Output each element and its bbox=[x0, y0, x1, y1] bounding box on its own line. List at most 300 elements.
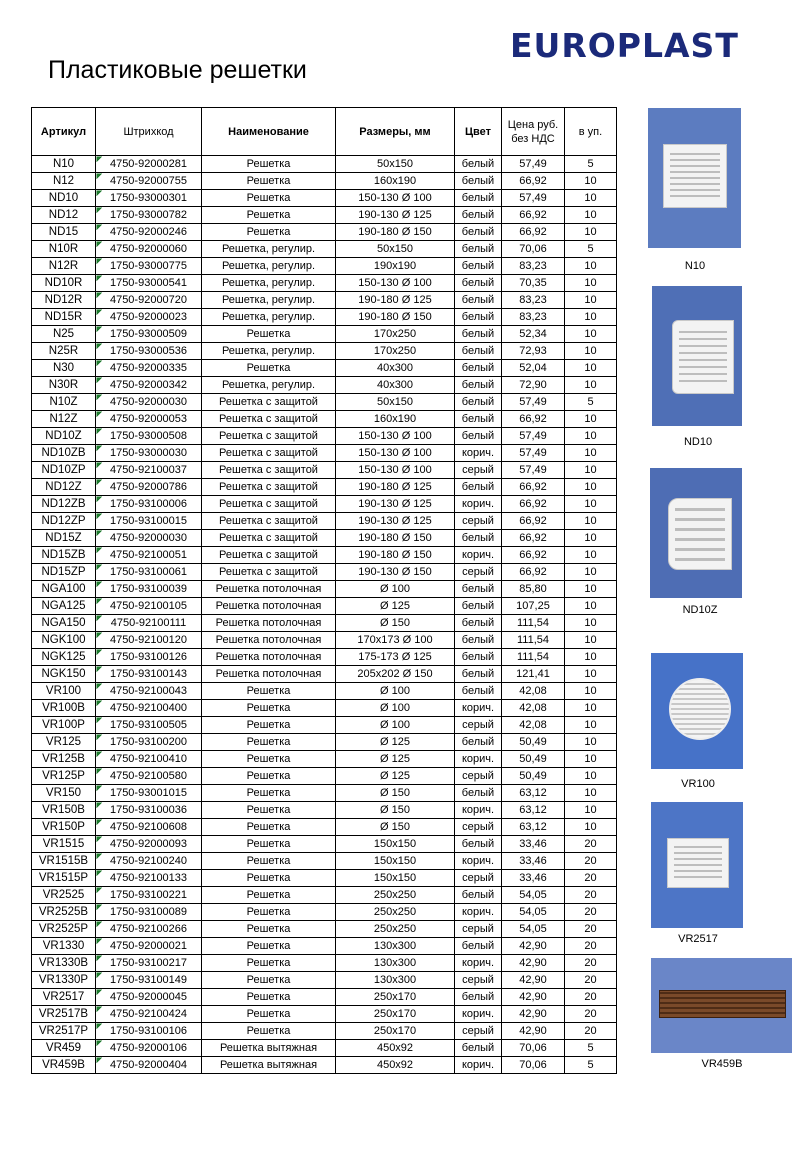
table-row bbox=[32, 513, 617, 530]
cell-color: белый bbox=[455, 309, 502, 326]
cell-name: Решетка bbox=[202, 870, 336, 887]
cell-pack: 10 bbox=[565, 479, 617, 496]
table-row bbox=[32, 955, 617, 972]
cell-pack: 10 bbox=[565, 411, 617, 428]
cell-barcode: 4750-92000093 bbox=[96, 836, 202, 853]
cell-pack: 10 bbox=[565, 547, 617, 564]
table-row bbox=[32, 649, 617, 666]
cell-color: серый bbox=[455, 564, 502, 581]
cell-barcode: 4750-92100410 bbox=[96, 751, 202, 768]
cell-price: 85,80 bbox=[502, 581, 565, 598]
table-row bbox=[32, 615, 617, 632]
cell-pack: 10 bbox=[565, 343, 617, 360]
cell-pack: 10 bbox=[565, 207, 617, 224]
cell-size: Ø 150 bbox=[336, 615, 455, 632]
cell-name: Решетка bbox=[202, 683, 336, 700]
cell-color: белый bbox=[455, 683, 502, 700]
cell-name: Решетка bbox=[202, 938, 336, 955]
cell-color: белый bbox=[455, 530, 502, 547]
table-row bbox=[32, 224, 617, 241]
cell-pack: 10 bbox=[565, 190, 617, 207]
photo-vr2517 bbox=[651, 802, 743, 928]
rect-grille-photo-icon bbox=[667, 838, 729, 888]
cell-name: Решетка bbox=[202, 904, 336, 921]
cell-color: белый bbox=[455, 887, 502, 904]
cell-color: серый bbox=[455, 921, 502, 938]
cell-name: Решетка с защитой bbox=[202, 564, 336, 581]
cell-color: корич. bbox=[455, 1057, 502, 1074]
cell-barcode: 1750-93000541 bbox=[96, 275, 202, 292]
cell-pack: 10 bbox=[565, 768, 617, 785]
cell-article: VR125 bbox=[32, 734, 96, 751]
cell-price: 50,49 bbox=[502, 734, 565, 751]
photo-caption: N10 bbox=[684, 260, 706, 272]
cell-barcode: 1750-93000508 bbox=[96, 428, 202, 445]
table-row bbox=[32, 394, 617, 411]
cell-pack: 10 bbox=[565, 462, 617, 479]
cell-price: 66,92 bbox=[502, 224, 565, 241]
cell-barcode: 4750-92000030 bbox=[96, 394, 202, 411]
cell-color: белый bbox=[455, 258, 502, 275]
col-header-article: Артикул bbox=[32, 108, 96, 156]
table-row bbox=[32, 802, 617, 819]
cell-pack: 10 bbox=[565, 224, 617, 241]
cell-name: Решетка с защитой bbox=[202, 547, 336, 564]
cell-price: 66,92 bbox=[502, 207, 565, 224]
cell-price: 42,08 bbox=[502, 683, 565, 700]
photo-caption: ND10 bbox=[683, 436, 713, 448]
cell-pack: 10 bbox=[565, 309, 617, 326]
cell-barcode: 4750-92100037 bbox=[96, 462, 202, 479]
cell-size: Ø 125 bbox=[336, 768, 455, 785]
cell-price: 66,92 bbox=[502, 173, 565, 190]
photo-n10 bbox=[648, 108, 741, 248]
cell-size: 190-130 Ø 125 bbox=[336, 207, 455, 224]
table-row bbox=[32, 496, 617, 513]
cell-price: 57,49 bbox=[502, 394, 565, 411]
cell-pack: 5 bbox=[565, 394, 617, 411]
cell-size: 150-130 Ø 100 bbox=[336, 275, 455, 292]
cell-article: ND10ZB bbox=[32, 445, 96, 462]
cell-pack: 10 bbox=[565, 275, 617, 292]
cell-article: VR2525B bbox=[32, 904, 96, 921]
round-duct-grille-photo-icon bbox=[672, 320, 734, 394]
photo-vr459b bbox=[651, 958, 792, 1053]
cell-name: Решетка bbox=[202, 836, 336, 853]
cell-name: Решетка с защитой bbox=[202, 428, 336, 445]
cell-pack: 10 bbox=[565, 632, 617, 649]
cell-size: 170x173 Ø 100 bbox=[336, 632, 455, 649]
col-header-barcode: Штрихкод bbox=[96, 108, 202, 156]
cell-size: 160x190 bbox=[336, 173, 455, 190]
table-row bbox=[32, 326, 617, 343]
cell-price: 54,05 bbox=[502, 887, 565, 904]
cell-article: VR459B bbox=[32, 1057, 96, 1074]
table-row bbox=[32, 275, 617, 292]
cell-barcode: 4750-92000030 bbox=[96, 530, 202, 547]
cell-color: белый bbox=[455, 1040, 502, 1057]
cell-size: 250x250 bbox=[336, 904, 455, 921]
cell-size: 190-130 Ø 125 bbox=[336, 496, 455, 513]
cell-size: Ø 150 bbox=[336, 819, 455, 836]
cell-article: VR1330P bbox=[32, 972, 96, 989]
cell-article: ND15ZB bbox=[32, 547, 96, 564]
cell-size: 150-130 Ø 100 bbox=[336, 462, 455, 479]
cell-name: Решетка потолочная bbox=[202, 598, 336, 615]
col-header-pack: в уп. bbox=[565, 108, 617, 156]
cell-name: Решетка bbox=[202, 326, 336, 343]
cell-name: Решетка bbox=[202, 785, 336, 802]
cell-size: 40x300 bbox=[336, 377, 455, 394]
cell-barcode: 1750-93100200 bbox=[96, 734, 202, 751]
cell-price: 66,92 bbox=[502, 564, 565, 581]
cell-pack: 10 bbox=[565, 785, 617, 802]
protected-grille-photo-icon bbox=[668, 498, 732, 570]
cell-price: 54,05 bbox=[502, 921, 565, 938]
cell-name: Решетка потолочная bbox=[202, 649, 336, 666]
cell-name: Решетка bbox=[202, 751, 336, 768]
cell-article: NGA125 bbox=[32, 598, 96, 615]
cell-name: Решетка потолочная bbox=[202, 632, 336, 649]
cell-size: 50x150 bbox=[336, 156, 455, 173]
cell-article: N30R bbox=[32, 377, 96, 394]
cell-size: 150-130 Ø 100 bbox=[336, 445, 455, 462]
col-header-name: Наименование bbox=[202, 108, 336, 156]
cell-price: 70,35 bbox=[502, 275, 565, 292]
cell-pack: 10 bbox=[565, 700, 617, 717]
cell-barcode: 1750-93001015 bbox=[96, 785, 202, 802]
cell-price: 54,05 bbox=[502, 904, 565, 921]
cell-name: Решетка bbox=[202, 734, 336, 751]
cell-article: NGA100 bbox=[32, 581, 96, 598]
cell-color: белый bbox=[455, 207, 502, 224]
cell-name: Решетка bbox=[202, 224, 336, 241]
cell-barcode: 4750-92000720 bbox=[96, 292, 202, 309]
cell-size: 150x150 bbox=[336, 853, 455, 870]
cell-pack: 10 bbox=[565, 615, 617, 632]
cell-price: 50,49 bbox=[502, 751, 565, 768]
cell-size: 175-173 Ø 125 bbox=[336, 649, 455, 666]
cell-color: белый bbox=[455, 292, 502, 309]
table-row bbox=[32, 785, 617, 802]
cell-barcode: 1750-93100015 bbox=[96, 513, 202, 530]
cell-size: Ø 150 bbox=[336, 785, 455, 802]
cell-barcode: 1750-93000775 bbox=[96, 258, 202, 275]
table-row bbox=[32, 632, 617, 649]
cell-color: серый bbox=[455, 870, 502, 887]
photo-caption: VR100 bbox=[681, 778, 715, 790]
cell-size: 250x170 bbox=[336, 1023, 455, 1040]
cell-price: 83,23 bbox=[502, 292, 565, 309]
cell-article: VR459 bbox=[32, 1040, 96, 1057]
cell-barcode: 1750-93100039 bbox=[96, 581, 202, 598]
cell-name: Решетка, регулир. bbox=[202, 343, 336, 360]
round-grille-photo-icon bbox=[669, 678, 731, 740]
cell-size: 160x190 bbox=[336, 411, 455, 428]
cell-color: белый bbox=[455, 173, 502, 190]
cell-price: 42,90 bbox=[502, 938, 565, 955]
cell-pack: 20 bbox=[565, 887, 617, 904]
cell-color: белый bbox=[455, 190, 502, 207]
cell-price: 42,08 bbox=[502, 717, 565, 734]
cell-name: Решетка, регулир. bbox=[202, 309, 336, 326]
cell-size: 170x250 bbox=[336, 343, 455, 360]
table-row bbox=[32, 683, 617, 700]
table-row bbox=[32, 445, 617, 462]
cell-article: ND10 bbox=[32, 190, 96, 207]
cell-article: VR1330B bbox=[32, 955, 96, 972]
cell-color: корич. bbox=[455, 445, 502, 462]
cell-price: 83,23 bbox=[502, 258, 565, 275]
cell-size: 130x300 bbox=[336, 955, 455, 972]
cell-pack: 10 bbox=[565, 734, 617, 751]
cell-name: Решетка bbox=[202, 887, 336, 904]
cell-size: 250x250 bbox=[336, 887, 455, 904]
cell-color: корич. bbox=[455, 955, 502, 972]
cell-pack: 20 bbox=[565, 989, 617, 1006]
cell-color: белый bbox=[455, 836, 502, 853]
cell-price: 52,04 bbox=[502, 360, 565, 377]
cell-color: корич. bbox=[455, 496, 502, 513]
cell-article: VR150B bbox=[32, 802, 96, 819]
cell-size: 150x150 bbox=[336, 836, 455, 853]
cell-price: 66,92 bbox=[502, 496, 565, 513]
cell-size: Ø 100 bbox=[336, 700, 455, 717]
cell-color: белый bbox=[455, 428, 502, 445]
cell-size: 205x202 Ø 150 bbox=[336, 666, 455, 683]
cell-article: VR100P bbox=[32, 717, 96, 734]
table-row bbox=[32, 564, 617, 581]
cell-color: серый bbox=[455, 1023, 502, 1040]
cell-article: VR1515B bbox=[32, 853, 96, 870]
cell-name: Решетка bbox=[202, 1006, 336, 1023]
cell-barcode: 1750-93100126 bbox=[96, 649, 202, 666]
table-row bbox=[32, 870, 617, 887]
cell-price: 63,12 bbox=[502, 785, 565, 802]
col-header-price: Цена руб. без НДС bbox=[502, 108, 565, 156]
cell-name: Решетка bbox=[202, 156, 336, 173]
cell-barcode: 1750-93100217 bbox=[96, 955, 202, 972]
table-body bbox=[32, 156, 617, 1074]
cell-barcode: 1750-93100006 bbox=[96, 496, 202, 513]
cell-article: N12Z bbox=[32, 411, 96, 428]
cell-article: ND10ZP bbox=[32, 462, 96, 479]
cell-size: 190-130 Ø 150 bbox=[336, 564, 455, 581]
cell-color: белый bbox=[455, 394, 502, 411]
cell-name: Решетка с защитой bbox=[202, 394, 336, 411]
cell-name: Решетка с защитой bbox=[202, 496, 336, 513]
cell-price: 42,90 bbox=[502, 972, 565, 989]
cell-pack: 10 bbox=[565, 258, 617, 275]
cell-size: 190-180 Ø 125 bbox=[336, 292, 455, 309]
cell-size: 150x150 bbox=[336, 870, 455, 887]
cell-color: корич. bbox=[455, 802, 502, 819]
cell-price: 52,34 bbox=[502, 326, 565, 343]
cell-size: Ø 100 bbox=[336, 683, 455, 700]
cell-article: VR2525P bbox=[32, 921, 96, 938]
cell-size: 250x170 bbox=[336, 989, 455, 1006]
cell-name: Решетка bbox=[202, 921, 336, 938]
price-table bbox=[31, 107, 617, 1074]
cell-price: 57,49 bbox=[502, 190, 565, 207]
cell-pack: 20 bbox=[565, 836, 617, 853]
cell-price: 70,06 bbox=[502, 241, 565, 258]
table-row bbox=[32, 190, 617, 207]
cell-color: белый bbox=[455, 632, 502, 649]
cell-barcode: 1750-93100061 bbox=[96, 564, 202, 581]
cell-article: VR2517P bbox=[32, 1023, 96, 1040]
cell-color: белый bbox=[455, 938, 502, 955]
cell-pack: 10 bbox=[565, 326, 617, 343]
cell-price: 57,49 bbox=[502, 445, 565, 462]
cell-color: белый bbox=[455, 649, 502, 666]
table-row bbox=[32, 462, 617, 479]
cell-name: Решетка с защитой bbox=[202, 462, 336, 479]
cell-size: Ø 125 bbox=[336, 751, 455, 768]
cell-article: N10Z bbox=[32, 394, 96, 411]
cell-price: 57,49 bbox=[502, 462, 565, 479]
cell-color: белый bbox=[455, 598, 502, 615]
cell-barcode: 1750-93100505 bbox=[96, 717, 202, 734]
cell-article: VR2517B bbox=[32, 1006, 96, 1023]
cell-article: VR125B bbox=[32, 751, 96, 768]
cell-pack: 10 bbox=[565, 598, 617, 615]
table-row bbox=[32, 530, 617, 547]
cell-color: корич. bbox=[455, 700, 502, 717]
cell-article: ND15 bbox=[32, 224, 96, 241]
cell-barcode: 4750-92100608 bbox=[96, 819, 202, 836]
cell-barcode: 4750-92000281 bbox=[96, 156, 202, 173]
cell-color: белый bbox=[455, 581, 502, 598]
table-row bbox=[32, 479, 617, 496]
cell-color: белый bbox=[455, 479, 502, 496]
cell-size: 150-130 Ø 100 bbox=[336, 428, 455, 445]
cell-article: NGA150 bbox=[32, 615, 96, 632]
cell-article: VR2517 bbox=[32, 989, 96, 1006]
cell-pack: 20 bbox=[565, 1006, 617, 1023]
cell-price: 66,92 bbox=[502, 530, 565, 547]
cell-article: N12R bbox=[32, 258, 96, 275]
cell-price: 72,93 bbox=[502, 343, 565, 360]
cell-size: 250x250 bbox=[336, 921, 455, 938]
cell-size: Ø 100 bbox=[336, 717, 455, 734]
cell-pack: 5 bbox=[565, 1040, 617, 1057]
cell-barcode: 4750-92100580 bbox=[96, 768, 202, 785]
table-row bbox=[32, 292, 617, 309]
cell-price: 70,06 bbox=[502, 1057, 565, 1074]
cell-article: VR100B bbox=[32, 700, 96, 717]
cell-price: 57,49 bbox=[502, 156, 565, 173]
cell-color: серый bbox=[455, 768, 502, 785]
table-row bbox=[32, 768, 617, 785]
table-row bbox=[32, 1057, 617, 1074]
page-title: Пластиковые решетки bbox=[48, 56, 307, 84]
table-row bbox=[32, 377, 617, 394]
cell-color: белый bbox=[455, 326, 502, 343]
cell-pack: 10 bbox=[565, 530, 617, 547]
cell-color: белый bbox=[455, 224, 502, 241]
cell-name: Решетка bbox=[202, 989, 336, 1006]
cell-size: 190-180 Ø 150 bbox=[336, 547, 455, 564]
photo-nd10 bbox=[652, 286, 742, 426]
table-header-row bbox=[32, 108, 617, 156]
cell-price: 111,54 bbox=[502, 615, 565, 632]
table-row bbox=[32, 921, 617, 938]
cell-barcode: 1750-93100036 bbox=[96, 802, 202, 819]
cell-article: VR1515 bbox=[32, 836, 96, 853]
cell-color: корич. bbox=[455, 1006, 502, 1023]
cell-article: ND10Z bbox=[32, 428, 96, 445]
table-row bbox=[32, 360, 617, 377]
cell-color: корич. bbox=[455, 904, 502, 921]
cell-color: корич. bbox=[455, 853, 502, 870]
cell-name: Решетка вытяжная bbox=[202, 1040, 336, 1057]
cell-barcode: 4750-92100051 bbox=[96, 547, 202, 564]
cell-pack: 5 bbox=[565, 1057, 617, 1074]
cell-barcode: 1750-93000301 bbox=[96, 190, 202, 207]
cell-pack: 10 bbox=[565, 445, 617, 462]
cell-barcode: 4750-92100400 bbox=[96, 700, 202, 717]
cell-barcode: 1750-93000030 bbox=[96, 445, 202, 462]
cell-name: Решетка bbox=[202, 173, 336, 190]
table-row bbox=[32, 411, 617, 428]
table-row bbox=[32, 938, 617, 955]
cell-price: 107,25 bbox=[502, 598, 565, 615]
cell-size: 130x300 bbox=[336, 938, 455, 955]
table-row bbox=[32, 887, 617, 904]
cell-barcode: 4750-92000404 bbox=[96, 1057, 202, 1074]
cell-barcode: 4750-92000335 bbox=[96, 360, 202, 377]
cell-color: корич. bbox=[455, 751, 502, 768]
cell-article: NGK100 bbox=[32, 632, 96, 649]
table-row bbox=[32, 309, 617, 326]
table-row bbox=[32, 989, 617, 1006]
cell-name: Решетка bbox=[202, 768, 336, 785]
cell-name: Решетка bbox=[202, 700, 336, 717]
photo-caption: ND10Z bbox=[682, 604, 718, 616]
cell-article: VR100 bbox=[32, 683, 96, 700]
cell-name: Решетка с защитой bbox=[202, 479, 336, 496]
cell-price: 111,54 bbox=[502, 632, 565, 649]
cell-barcode: 1750-93100106 bbox=[96, 1023, 202, 1040]
cell-barcode: 4750-92000023 bbox=[96, 309, 202, 326]
cell-name: Решетка потолочная bbox=[202, 581, 336, 598]
cell-price: 111,54 bbox=[502, 649, 565, 666]
cell-name: Решетка с защитой bbox=[202, 445, 336, 462]
cell-name: Решетка bbox=[202, 717, 336, 734]
table-row bbox=[32, 258, 617, 275]
cell-barcode: 1750-93000782 bbox=[96, 207, 202, 224]
cell-price: 42,90 bbox=[502, 1023, 565, 1040]
cell-price: 63,12 bbox=[502, 819, 565, 836]
cell-price: 42,08 bbox=[502, 700, 565, 717]
table-row bbox=[32, 547, 617, 564]
cell-size: Ø 150 bbox=[336, 802, 455, 819]
cell-article: ND12 bbox=[32, 207, 96, 224]
cell-name: Решетка bbox=[202, 207, 336, 224]
cell-size: Ø 125 bbox=[336, 734, 455, 751]
cell-name: Решетка bbox=[202, 955, 336, 972]
photo-caption: VR2517 bbox=[678, 933, 718, 945]
cell-price: 33,46 bbox=[502, 853, 565, 870]
table-row bbox=[32, 156, 617, 173]
cell-size: 250x170 bbox=[336, 1006, 455, 1023]
cell-pack: 10 bbox=[565, 819, 617, 836]
cell-article: N10R bbox=[32, 241, 96, 258]
cell-pack: 20 bbox=[565, 921, 617, 938]
cell-price: 121,41 bbox=[502, 666, 565, 683]
cell-barcode: 1750-93100143 bbox=[96, 666, 202, 683]
